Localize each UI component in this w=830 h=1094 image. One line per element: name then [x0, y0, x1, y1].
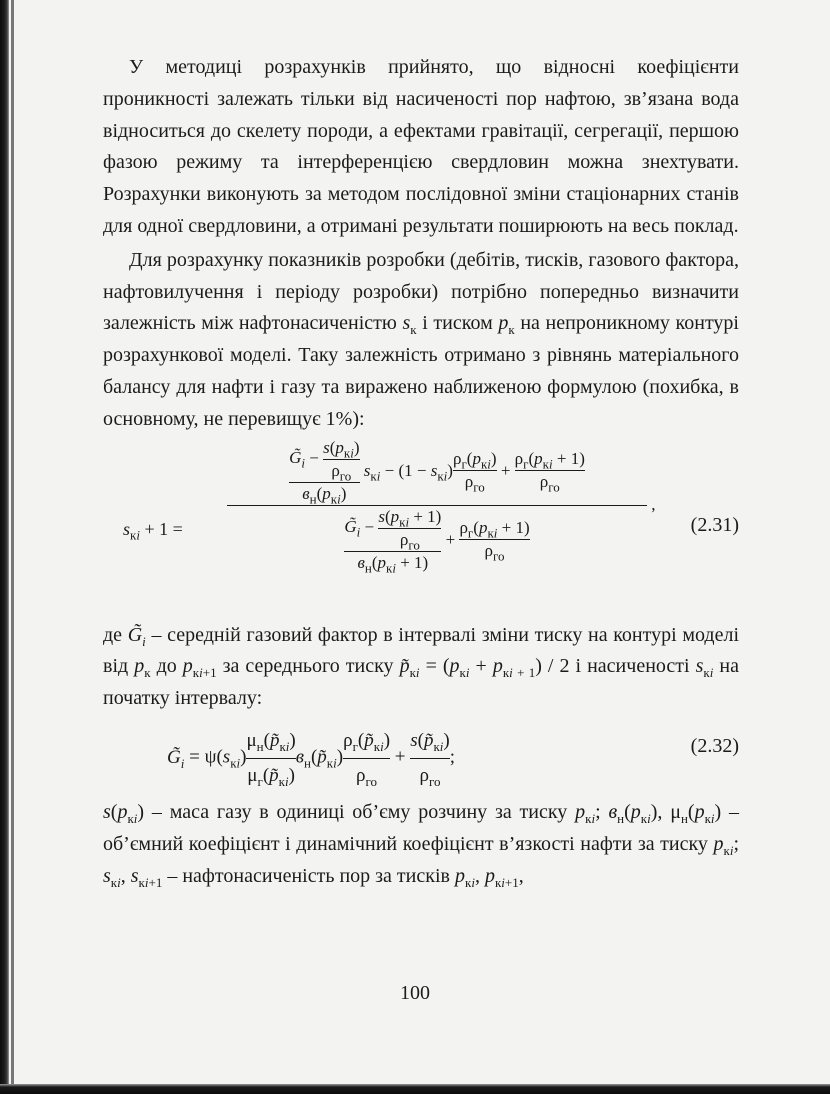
formula-2-31-fraction: $G̃_i$ − $s(p_{кi})$ $\rho_{го}$ $в_н(p_{кi})$ $s_{кi} - (1 - s_{кi})$ $\rho_г(p_{кi})$ $\rho_{го}$ + $\rho_г(p_{кi} + 1)$ $\rho_{го}$ $G̃_i$ − $s(p_{кi} + 1)$ $\rho_{го}$ $в_н(p_{кi} + 1)$ + $\rho_г(p_{кi} + 1)$ $\rho_{го}$ ,	[227, 438, 656, 573]
scan-edge-left	[0, 0, 9, 1094]
formula-2-32	[103, 719, 739, 793]
formula-2-31-lhs: $s_{кi} + 1$ =	[123, 518, 183, 543]
scan-edge-line	[11, 0, 14, 1094]
page-content	[103, 52, 739, 892]
scan-edge-bottom	[0, 1084, 830, 1094]
formula-2-31-number: (2.31)	[690, 513, 739, 536]
page-number: 100	[400, 982, 430, 1004]
formula-2-31	[103, 438, 739, 620]
formula-2-32-expression: $G̃_i = \psi(s_{кi})$ $\mu_н(p̃_{кi})$ $\mu_г(p̃_{кi})$ $в_н(p̃_{кi})$ $\rho_г(p̃_{кi})$ $\rho_{го}$ + $s(p̃_{кi})$ $\rho_{го}$ ;	[167, 729, 456, 789]
formula-2-32-number: (2.32)	[690, 734, 739, 757]
paragraph-dependency: Для розрахунку показників розробки (дебітів, тисків, газового фактора, нафтовилучення і періоду розробки) потрібно попередньо визначити залежність між нафтонасиченістю $s_к$ і тиском $p_к$ на непроникному контурі розрахункової моделі. Таку залежність отримано з рівнянь матеріального балансу для нафти і газу та виражено наближеною формулою (похибка, в основному, не перевищує 1%):	[103, 248, 739, 430]
paragraph-gas-factor: де $G̃_i$ – середній газовий фактор в інтервалі зміни тиску на контурі моделі від $p_к$ до $p_{кi+1}$ за середнього тиску $p̃_{кi} = (p_{кi} + p_{кi + 1}) / 2$ і насиченості $s_{кi}$ на початку інтервалу:	[103, 623, 739, 710]
paragraph-notation: $s(p_{кi})$ – маса газу в одиниці об’єму розчину за тиску $p_{кi}$; $в_н(p_{кi})$, $\mu_н(p_{кi})$ – об’ємний коефіцієнт і динамічний коефіцієнт в’язкості нафти за тиску $p_{кi}$; $s_{кi}$, $s_{кi+1}$ – нафтонасиченість пор за тисків $p_{кi}$, $p_{кi+1}$,	[103, 800, 740, 890]
paragraph-method-assumptions: У методиці розрахунків прийнято, що відносні коефіцієнти проникності залежать тільки від насиченості пор нафтою, зв’язана вода відноситься до скелету породи, а ефектами гравітації, сегрегації, першою фазою режиму та інтерференцією свердловин можна знехтувати. Розрахунки виконують за методом послідовної зміни стаціонарних станів для одної свердловини, а отримані результати поширюють на весь поклад.	[103, 56, 739, 237]
